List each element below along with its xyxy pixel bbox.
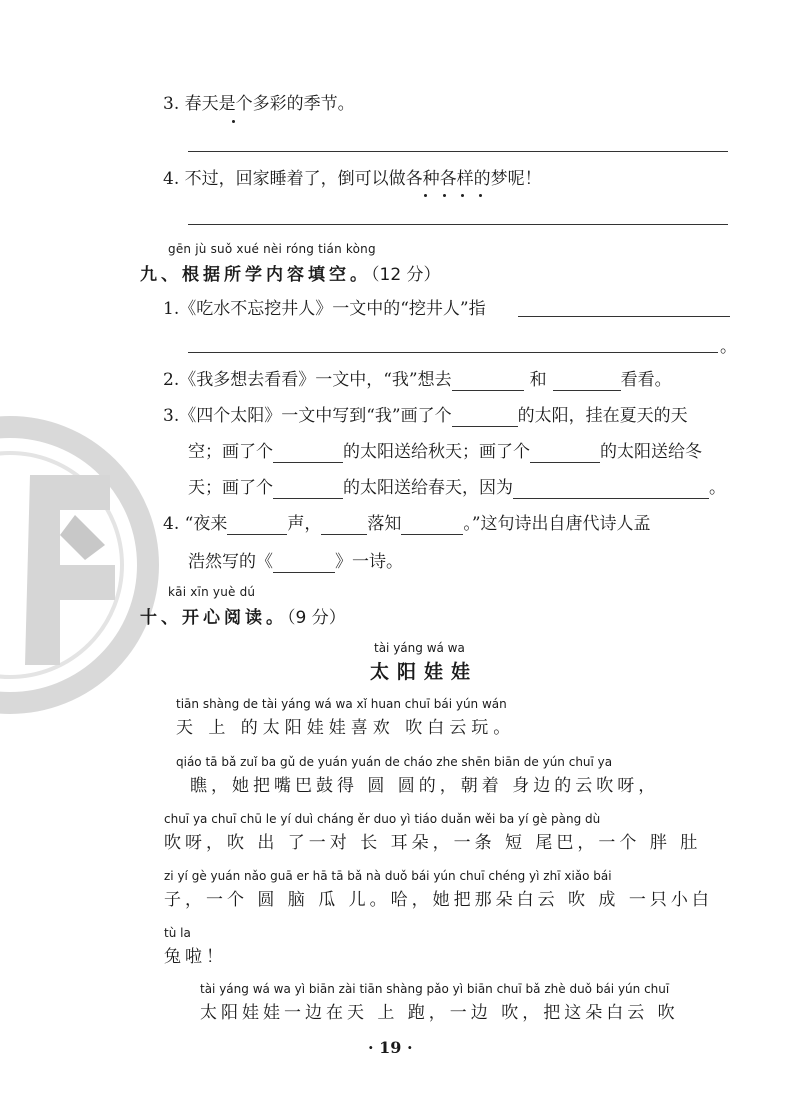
section-10-score: （9 分） (287, 608, 346, 628)
q9-1-end: 。 (720, 337, 737, 357)
emphasis-dot (443, 194, 446, 197)
story-pinyin-line: tài yáng wá wa yì biān zài tiān shàng pǎo yì biān chuī bǎ zhè duǒ bái yún chuī (200, 982, 670, 996)
q9-4-c: 落知 (367, 514, 402, 534)
story-title: 太阳娃娃 (370, 661, 479, 683)
q9-4-line1 (163, 513, 651, 535)
emphasis-dot (461, 194, 464, 197)
blank[interactable] (452, 372, 524, 391)
emphasis-dot (479, 194, 482, 197)
blank[interactable] (227, 516, 287, 535)
q8-item-3: 3. 春天是个多彩的季节。 (163, 94, 355, 114)
q9-1-text: 1.《吃水不忘挖井人》一文中的“挖井人”指 (163, 299, 486, 319)
section-10-heading (140, 603, 346, 628)
q9-2-a: 2.《我多想去看看》一文中，“我”想去 (163, 370, 452, 390)
q9-4-line2 (188, 551, 403, 573)
q9-3-c: 空；画了个 (188, 442, 273, 462)
story-text-line: 瞧，她把嘴巴鼓得 圆 圆的，朝着 身边的云吹呀， (190, 776, 660, 796)
story-pinyin-line: zi yí gè yuán nǎo guā er hā tā bǎ nà duǒ bái yún chuī chéng yì zhī xiǎo bái (164, 869, 612, 883)
story-pinyin-line: tiān shàng de tài yáng wá wa xǐ huan chuī bái yún wán (176, 697, 507, 711)
answer-line-q8-3[interactable] (188, 151, 728, 152)
blank[interactable] (273, 480, 343, 499)
story-pinyin-line: tù la (164, 926, 191, 940)
emphasis-dot (232, 120, 235, 123)
q9-3-g: 的太阳送给春天，因为 (343, 478, 513, 498)
section-9-pinyin: gēn jù suǒ xué nèi róng tián kòng (168, 242, 376, 256)
answer-line-q8-4[interactable] (188, 224, 728, 225)
story-text-line: 子，一个 圆 脑 瓜 儿。哈，她把那朵白云 吹 成 一只小白 (164, 890, 713, 910)
story-pinyin-line: chuī ya chuī chū le yí duì cháng ěr duo yì tiáo duǎn wěi ba yí gè pàng dù (164, 812, 601, 826)
story-pinyin-line: qiáo tā bǎ zuǐ ba gǔ de yuán yuán de cháo zhe shēn biān de yún chuī ya (176, 755, 613, 769)
q9-3-line1 (163, 405, 688, 427)
q9-1 (163, 298, 486, 320)
section-9-score: （12 分） (371, 265, 441, 285)
section-9-title: 九、根据所学内容填空。 (140, 265, 371, 285)
q9-4-b: 声， (287, 514, 322, 534)
blank[interactable] (321, 516, 367, 535)
q9-3-f: 天；画了个 (188, 478, 273, 498)
section-9-heading (140, 260, 441, 285)
blank[interactable] (452, 408, 518, 427)
q9-3-a: 3.《四个太阳》一文中写到“我”画了个 (163, 406, 452, 426)
q9-3-b: 的太阳，挂在夏天的天 (517, 406, 688, 426)
page-number: · 19 · (368, 1038, 413, 1057)
blank[interactable] (530, 444, 600, 463)
q9-3-d: 的太阳送给秋天；画了个 (343, 442, 530, 462)
q9-2 (163, 369, 672, 391)
q9-2-c: 看看。 (620, 370, 672, 390)
watermark-seal (0, 415, 160, 715)
emphasis-dot (424, 194, 427, 197)
answer-line-q9-1a[interactable] (518, 316, 730, 317)
q9-2-b: 和 (529, 370, 547, 390)
q9-4-f: 》一诗。 (335, 552, 403, 572)
blank[interactable] (401, 516, 463, 535)
q9-4-e: 浩然写的《 (188, 552, 273, 572)
q8-item-4: 4. 不过，回家睡着了，倒可以做各种各样的梦呢！ (163, 169, 542, 189)
blank[interactable] (273, 554, 335, 573)
q9-4-d: 。”这句诗出自唐代诗人孟 (463, 514, 651, 534)
blank[interactable] (513, 480, 709, 499)
answer-line-q9-1b[interactable] (188, 352, 718, 353)
story-text-line: 太阳娃娃一边在天 上 跑，一边 吹，把这朵白云 吹 (200, 1003, 679, 1023)
story-text-line: 天 上 的太阳娃娃喜欢 吹白云玩。 (176, 718, 516, 738)
blank[interactable] (553, 372, 621, 391)
story-text-line: 兔啦！ (164, 947, 227, 967)
section-10-pinyin: kāi xīn yuè dú (168, 585, 256, 599)
story-text-line: 吹呀，吹 出 了一对 长 耳朵，一条 短 尾巴，一个 胖 肚 (164, 833, 702, 853)
blank[interactable] (273, 444, 343, 463)
section-10-title: 十、开心阅读。 (140, 608, 287, 628)
story-title-pinyin: tài yáng wá wa (374, 641, 465, 655)
q9-3-e: 的太阳送给冬 (600, 442, 702, 462)
q9-4-a: 4. “夜来 (163, 514, 228, 534)
q9-3-h: 。 (709, 478, 726, 498)
q9-3-line2 (188, 441, 702, 463)
q9-3-line3 (188, 477, 726, 499)
